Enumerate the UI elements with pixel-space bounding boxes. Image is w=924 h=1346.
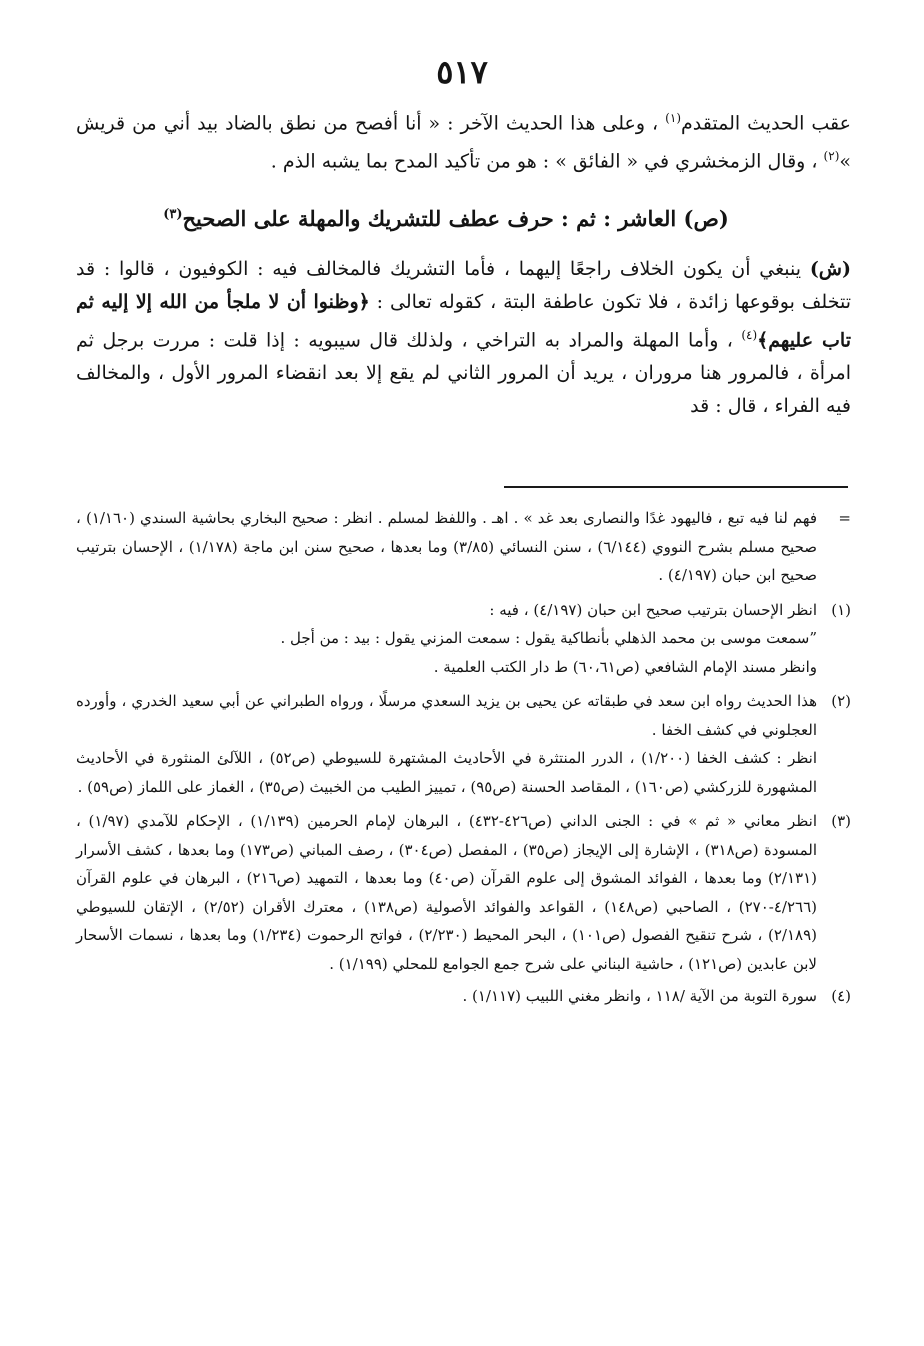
footnote-4-text: سورة التوبة من الآية /١١٨ ، وانظر مغني اللبيب (١/١١٧) . [462, 987, 817, 1005]
footnote-2-number: (٢) [831, 692, 851, 710]
footnote-ref-2: (٢) [823, 149, 840, 164]
footnote-continuation-text: فهم لنا فيه تبع ، فاليهود غدًا والنصارى بعد غد » . اهـ . واللفظ لمسلم . انظر : صحيح البخاري بحاشية السندي (١/١٦٠) ، صحيح مسلم بشرح النووي (٦/١٤٤) ، سنن النسائي (٣/٨٥) وما بعدها ، صحيح سنن ابن ماجة (١/١٧٨) ، الإحسان بترتيب صحيح ابن حبان (٤/١٩٧) . [76, 509, 818, 584]
footnote-3 [76, 807, 851, 978]
paragraph-1 [76, 102, 851, 179]
paragraph-1-text-c: ، وقال الزمخشري في « الفائق » : هو من تأكيد المدح بما يشبه الذم . [270, 150, 824, 173]
footnote-continuation [76, 504, 851, 590]
page-number: ٥١٧ [436, 53, 488, 91]
footnote-3-number: (٣) [831, 812, 851, 830]
paragraph-2 [76, 253, 851, 423]
section-heading [76, 195, 816, 239]
paragraph-1-text-a: عقب الحديث المتقدم [681, 112, 851, 135]
commentary-marker: (ش) [809, 258, 851, 280]
commentary-text [76, 253, 851, 423]
footnote-2 [76, 687, 851, 801]
footnote-ref-1: (١) [665, 111, 681, 125]
continuation-mark: = [838, 509, 851, 527]
paragraph-1-text-b: ، وعلى هذا الحديث الآخر : « أنا أفصح من نطق بالضاد بيد أني من قريش » [76, 112, 851, 173]
footnote-3-text: انظر معاني « ثم » في : الجنى الداني (ص٤٢٦-٤٣٢) ، البرهان لإمام الحرمين (١/١٣٩) ، الإحكام للآمدي (١/٩٧) ، المسودة (ص٣١٨) ، الإشارة إلى الإيجاز (ص٣٥) ، المفصل (ص٣٠٤) ، رصف المباني (ص١٧٣) وما بعدها ، كشف الأسرار (٢/١٣١) وما بعدها ، الفوائد المشوق إلى علوم القرآن (ص٤٠) وما بعدها ، التمهيد (ص٢١٦) ، البرهان في علوم القرآن (٤/٢٦٦-٢٧٠) ، الصاحبي (ص١٤٨) ، القواعد والفوائد الأصولية (ص١٣٨) ، معترك الأقران (٢/٥٢) ، الإتقان للسيوطي (٢/١٨٩) ، شرح تنقيح الفصول (ص١٠١) ، البحر المحيط (٢/٢٣٠) ، فواتح الرحموت (١/٢٣٤) وما بعدها ، نسمات الأسحار لابن عابدين (ص١٢١) ، حاشية البناني على شرح جمع الجوامع للمحلي (١/١٩٩) . [76, 812, 818, 973]
paragraph-2-text-b: ، وأما المهلة والمراد به التراخي ، ولذلك قال سيبويه : إذا قلت : مررت برجل ثم امرأة ، فالمرور هنا مروران ، يريد أن المرور الثاني لم يقع إلا بعد انقضاء المرور الأول ، والمخالف فيه الفراء ، قال : قد [76, 329, 851, 418]
footnote-1-line-3: وانظر مسند الإمام الشافعي (ص٦٠،٦١) ط دار الكتب العلمية . [433, 657, 817, 676]
paragraph-2-text-a: ينبغي أن يكون الخلاف راجعًا إليهما ، فأما التشريك فالمخالف فيه : الكوفيون ، قالوا : قد تتخلف بوقوعها زائدة ، فلا تكون عاطفة البتة ، كقوله تعالى : [76, 258, 851, 313]
footnote-1-line-2: ”سمعت موسى بن محمد الذهلي بأنطاكية يقول : سمعت المزني يقول : بيد : من أجل . [280, 629, 817, 647]
footnote-2-line-2: انظر : كشف الخفا (١/٢٠٠) ، الدرر المنتثرة في الأحاديث المشتهرة للسيوطي (ص٥٢) ، اللآلئ المنثورة في الأحاديث المشهورة للزركشي (ص١٦٠) ، المقاصد الحسنة (ص٩٥) ، تمييز الطيب من الخبيث (ص٣٥) ، الغماز على اللماز (ص٥٩) . [76, 749, 817, 796]
footnote-ref-3: (٣) [163, 207, 183, 222]
footnote-1-number: (١) [831, 600, 851, 619]
footnote-separator [504, 486, 848, 488]
footnote-1-line-1: انظر الإحسان بترتيب صحيح ابن حبان (٤/١٩٧) ، فيه : [489, 600, 817, 619]
footnote-4 [76, 982, 851, 1011]
main-text [76, 102, 851, 179]
section-heading-text: (ص) العاشر : ثم : حرف عطف للتشريك والمهلة على الصحيح [182, 206, 729, 231]
footnote-2-line-1: هذا الحديث رواه ابن سعد في طبقاته عن يحيى بن يزيد السعدي مرسلًا ، ورواه الطبراني عن أبي سعيد الخدري ، وأورده العجلوني في كشف الخفا . [76, 692, 817, 739]
footnote-ref-4: (٤) [741, 328, 758, 342]
footnotes [76, 504, 851, 1011]
quran-verse: ﴿وظنوا أن لا ملجأ من الله إلا إليه ثم تاب عليهم﴾ [76, 291, 851, 352]
footnote-1 [76, 596, 851, 682]
footnote-4-number: (٤) [831, 987, 851, 1005]
